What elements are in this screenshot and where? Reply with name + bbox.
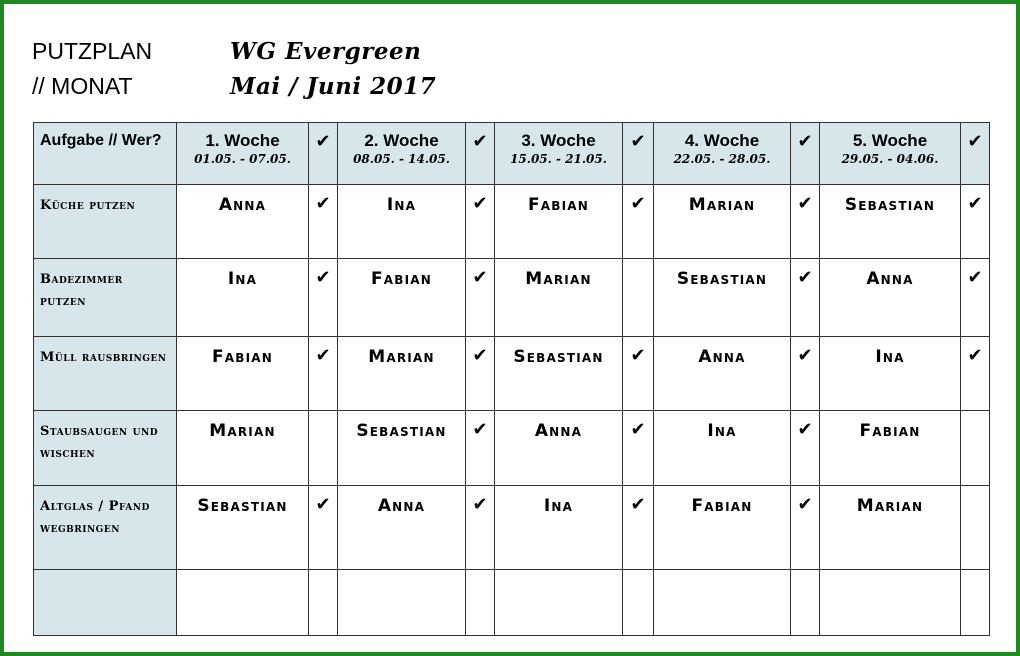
assignee-cell: Fabian — [654, 486, 791, 570]
assignee-cell: Sebastian — [654, 259, 791, 337]
cleaning-schedule-table — [33, 122, 990, 636]
done-check-cell[interactable] — [623, 259, 654, 337]
done-check-cell[interactable]: ✔ — [791, 486, 820, 570]
assignee-cell: Ina — [177, 259, 309, 337]
done-check-cell[interactable] — [791, 570, 820, 636]
check-column-header: ✔ — [466, 123, 495, 185]
assignee-cell: Ina — [338, 185, 466, 259]
done-check-cell[interactable] — [309, 411, 338, 486]
done-check-cell[interactable]: ✔ — [961, 337, 990, 411]
done-check-cell[interactable]: ✔ — [791, 337, 820, 411]
done-check-cell[interactable]: ✔ — [791, 411, 820, 486]
task-cell: Altglas / Pfand wegbringen — [34, 486, 177, 570]
table-row — [34, 411, 990, 486]
done-check-cell[interactable] — [309, 570, 338, 636]
done-check-cell[interactable]: ✔ — [791, 259, 820, 337]
done-check-cell[interactable]: ✔ — [466, 337, 495, 411]
check-column-header: ✔ — [309, 123, 338, 185]
table-row — [34, 570, 990, 636]
week-header-4 — [654, 123, 791, 185]
header-month-row — [32, 69, 436, 104]
done-check-cell[interactable]: ✔ — [466, 185, 495, 259]
done-check-cell[interactable] — [466, 570, 495, 636]
month-label: // MONAT — [32, 73, 133, 99]
assignee-cell — [338, 570, 466, 636]
assignee-cell: Sebastian — [177, 486, 309, 570]
assignee-cell: Ina — [495, 486, 623, 570]
assignee-cell: Marian — [338, 337, 466, 411]
title-value: WG Evergreen — [230, 38, 422, 65]
assignee-cell: Sebastian — [820, 185, 961, 259]
week-date-range: 22.05. - 28.05. — [673, 152, 771, 166]
done-check-cell[interactable]: ✔ — [309, 185, 338, 259]
assignee-cell: Ina — [820, 337, 961, 411]
assignee-cell — [177, 570, 309, 636]
assignee-cell: Fabian — [177, 337, 309, 411]
check-column-header: ✔ — [623, 123, 654, 185]
table-row — [34, 486, 990, 570]
assignee-cell: Marian — [820, 486, 961, 570]
assignee-cell: Marian — [654, 185, 791, 259]
task-cell: Müll rausbringen — [34, 337, 177, 411]
assignee-cell — [495, 570, 623, 636]
task-cell: Badezimmer putzen — [34, 259, 177, 337]
week-date-range: 15.05. - 21.05. — [510, 152, 607, 166]
assignee-cell: Anna — [338, 486, 466, 570]
assignee-cell: Fabian — [495, 185, 623, 259]
done-check-cell[interactable]: ✔ — [961, 259, 990, 337]
assignee-cell: Sebastian — [338, 411, 466, 486]
title-label: PUTZPLAN — [32, 38, 153, 64]
assignee-cell: Anna — [820, 259, 961, 337]
header-title-row — [32, 34, 436, 69]
done-check-cell[interactable]: ✔ — [309, 259, 338, 337]
table-row — [34, 259, 990, 337]
done-check-cell[interactable]: ✔ — [466, 486, 495, 570]
week-name: 3. Woche — [521, 131, 596, 150]
table-row — [34, 337, 990, 411]
header — [32, 34, 436, 104]
done-check-cell[interactable]: ✔ — [623, 185, 654, 259]
assignee-cell: Ina — [654, 411, 791, 486]
done-check-cell[interactable]: ✔ — [623, 411, 654, 486]
assignee-cell: Anna — [654, 337, 791, 411]
assignee-cell: Sebastian — [495, 337, 623, 411]
week-name: 4. Woche — [684, 131, 760, 150]
task-cell: Küche putzen — [34, 185, 177, 259]
week-date-range: 01.05. - 07.05. — [194, 152, 291, 166]
assignee-cell: Anna — [495, 411, 623, 486]
done-check-cell[interactable] — [961, 570, 990, 636]
task-cell — [34, 570, 177, 636]
week-name: 1. Woche — [205, 131, 280, 150]
check-column-header: ✔ — [961, 123, 990, 185]
done-check-cell[interactable]: ✔ — [623, 337, 654, 411]
table-row — [34, 185, 990, 259]
week-header-2 — [338, 123, 466, 185]
header-row — [34, 123, 990, 185]
done-check-cell[interactable]: ✔ — [623, 486, 654, 570]
month-value: Mai / Juni 2017 — [230, 73, 437, 100]
done-check-cell[interactable] — [623, 570, 654, 636]
task-cell: Staubsaugen und wischen — [34, 411, 177, 486]
week-date-range: 08.05. - 14.05. — [353, 152, 450, 166]
week-date-range: 29.05. - 04.06. — [841, 152, 939, 166]
check-column-header: ✔ — [791, 123, 820, 185]
assignee-cell: Marian — [177, 411, 309, 486]
assignee-cell: Anna — [177, 185, 309, 259]
done-check-cell[interactable]: ✔ — [466, 411, 495, 486]
week-header-5 — [820, 123, 961, 185]
assignee-cell — [820, 570, 961, 636]
done-check-cell[interactable] — [961, 486, 990, 570]
task-column-header: Aufgabe // Wer? — [34, 123, 177, 185]
assignee-cell — [654, 570, 791, 636]
week-header-1 — [177, 123, 309, 185]
done-check-cell[interactable]: ✔ — [791, 185, 820, 259]
week-name: 5. Woche — [852, 131, 928, 150]
assignee-cell: Fabian — [820, 411, 961, 486]
done-check-cell[interactable]: ✔ — [309, 337, 338, 411]
done-check-cell[interactable]: ✔ — [961, 185, 990, 259]
done-check-cell[interactable] — [961, 411, 990, 486]
week-name: 2. Woche — [364, 131, 439, 150]
done-check-cell[interactable]: ✔ — [309, 486, 338, 570]
done-check-cell[interactable]: ✔ — [466, 259, 495, 337]
week-header-3 — [495, 123, 623, 185]
assignee-cell: Fabian — [338, 259, 466, 337]
assignee-cell: Marian — [495, 259, 623, 337]
